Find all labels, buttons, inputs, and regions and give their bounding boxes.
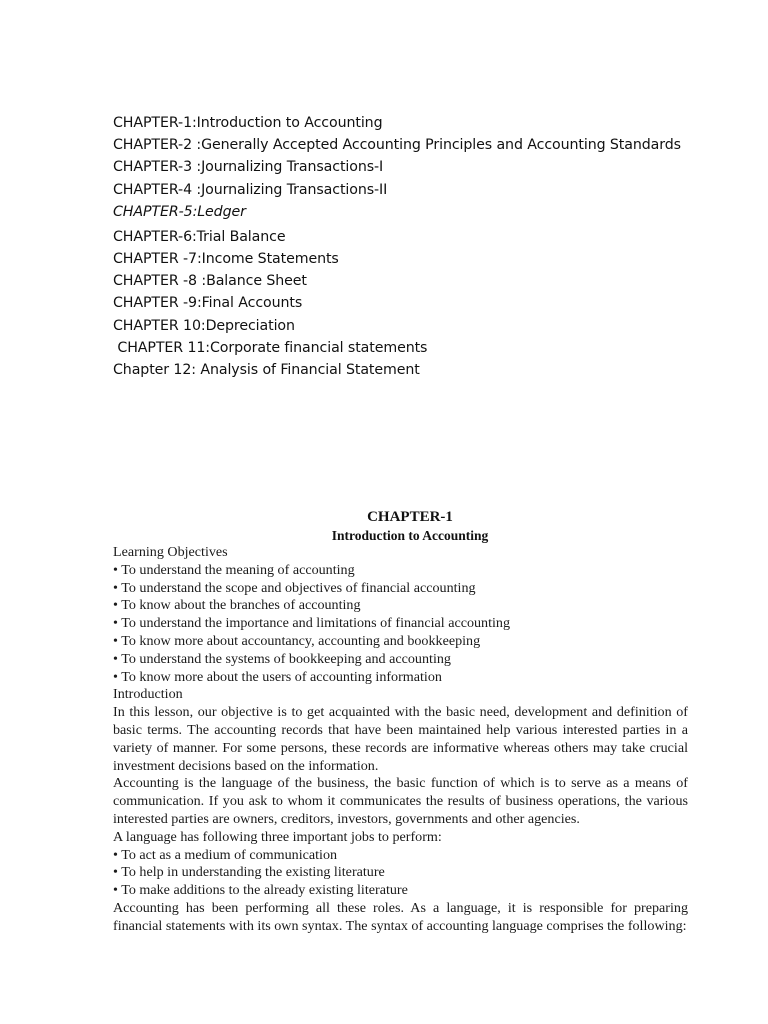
toc-entry-10: CHAPTER 10:Depreciation (113, 317, 295, 334)
toc-entry-8: CHAPTER -8 :Balance Sheet (113, 273, 307, 290)
paragraph-2: Accounting is the language of the business, the basic function of which is to serve as a means of communication. If you ask to whom it communicates the results of business operations, the various interested parties are owners, creditors, investors, governments and other agencies. (113, 775, 688, 827)
introduction-heading: Introduction (113, 686, 183, 703)
toc-entry-6: CHAPTER-6:Trial Balance (113, 228, 286, 245)
objective-item: • To know more about accountancy, accounting and bookkeeping (113, 632, 481, 649)
chapter-subtitle: Introduction to Accounting (331, 528, 489, 543)
objective-item: • To know about the branches of accounting (113, 597, 361, 614)
job-item: • To help in understanding the existing literature (113, 864, 385, 881)
objectives-heading: Learning Objectives (113, 544, 228, 560)
toc-entry-1: CHAPTER-1:Introduction to Accounting (113, 115, 383, 131)
objective-item: • To understand the scope and objectives of financial accounting (113, 579, 476, 596)
chapter-body (113, 544, 688, 936)
toc-entry-7: CHAPTER -7:Income Statements (113, 250, 339, 267)
paragraph-4: Accounting has been performing all these roles. As a language, it is responsible for preparing financial statements with its own syntax. The syntax of accounting language comprises the following: (113, 899, 688, 934)
objective-item: • To understand the meaning of accounting (113, 561, 355, 578)
paragraph-1: In this lesson, our objective is to get acquainted with the basic need, development and definition of basic terms. The accounting records that have been maintained help various interested parties in a variety of manner. For some persons, these records are informative whereas others may take crucial investment decisions based on the information. (113, 704, 688, 774)
job-item: • To act as a medium of communication (113, 846, 338, 863)
toc-entry-3: CHAPTER-3 :Journalizing Transactions-I (113, 159, 384, 176)
objective-item: • To understand the systems of bookkeeping and accounting (113, 650, 451, 667)
paragraph-3: A language has following three important jobs to perform: (113, 828, 442, 845)
chapter-title: CHAPTER-1 (367, 509, 453, 525)
toc-entry-4: CHAPTER-4 :Journalizing Transactions-II (113, 181, 388, 198)
objective-item: • To know more about the users of accounting information (113, 668, 442, 685)
toc-entry-5: CHAPTER-5:Ledger (113, 203, 246, 220)
toc-entry-9: CHAPTER -9:Final Accounts (113, 295, 303, 312)
toc-entry-2: CHAPTER-2 :Generally Accepted Accounting Principles and Accounting Standards (113, 137, 681, 154)
objective-item: • To understand the importance and limitations of financial accounting (113, 615, 511, 632)
toc-entry-11: CHAPTER 11:Corporate financial statements (113, 339, 428, 356)
toc-entry-12: Chapter 12: Analysis of Financial Statement (113, 361, 420, 378)
job-item: • To make additions to the already existing literature (113, 882, 408, 899)
table-of-contents (113, 112, 713, 381)
